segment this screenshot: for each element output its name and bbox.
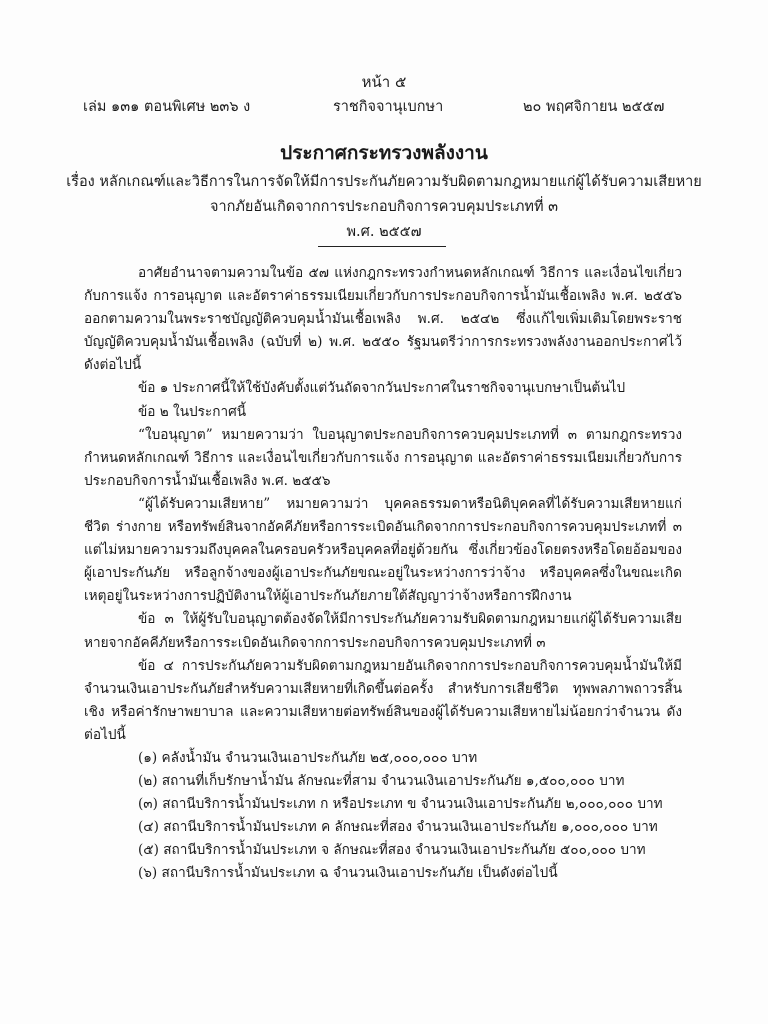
list-item: (๔) สถานีบริการน้ำมันประเภท ค ลักษณะที่สอง จำนวนเงินเอาประกันภัย ๑,๐๐๐,๐๐๐ บาท xyxy=(138,819,658,836)
definition-license: “ใบอนุญาต” หมายความว่า ใบอนุญาตประกอบกิจการควบคุมประเภทที่ ๓ ตามกฎกระทรวงกำหนดหลักเกณฑ์ วิธีการ และเงื่อนไขเกี่ยวกับการแจ้ง การอนุญาต และอัตราค่าธรรมเนียมเกี่ยวกับการประกอบกิจการน้ำมันเชื้อเพลิง พ.ศ. ๒๕๕๖ xyxy=(84,426,682,489)
definition-injured-party: “ผู้ได้รับความเสียหาย” หมายความว่า บุคคลธรรมดาหรือนิติบุคคลที่ได้รับความเสียหายแก่ชีวิต ร่างกาย หรือทรัพย์สินจากอัคคีภัยหรือการระเบิดอันเกิดจากการประกอบกิจการควบคุมประเภทที่ ๓ แต่ไม่หมายความรวมถึงบุคคลในครอบครัวหรือบุคคลที่อยู่ด้วยกัน ซึ่งเกี่ยวข้องโดยตรงหรือโดยอ้อมของผู้เอาประกันภัย หรือลูกจ้างของผู้เอาประกันภัยขณะอยู่ในระหว่างการว่าจ้าง หรือบุคคลซึ่งในขณะเกิดเหตุอยู่ในระหว่างการปฏิบัติงานให้ผู้เอาประกันภัยภายใต้สัญญาว่าจ้างหรือการฝึกงาน xyxy=(84,495,682,605)
document-title: ประกาศกระทรวงพลังงาน xyxy=(280,142,488,164)
document-body xyxy=(84,262,682,886)
preamble-paragraph: อาศัยอำนาจตามความในข้อ ๕๗ แห่งกฎกระทรวงกำหนดหลักเกณฑ์ วิธีการ และเงื่อนไขเกี่ยวกับการแจ้ง การอนุญาต และอัตราค่าธรรมเนียมเกี่ยวกับการประกอบกิจการน้ำมันเชื้อเพลิง พ.ศ. ๒๕๕๖ ออกตามความในพระราชบัญญัติควบคุมน้ำมันเชื้อเพลิง พ.ศ. ๒๕๔๒ ซึ่งแก้ไขเพิ่มเติมโดยพระราชบัญญัติควบคุมน้ำมันเชื้อเพลิง (ฉบับที่ ๒) พ.ศ. ๒๕๕๐ รัฐมนตรีว่าการกระทรวงพลังงานออกประกาศไว้ ดังต่อไปนี้ xyxy=(84,265,682,374)
clause-1: ข้อ ๑ ประกาศนี้ให้ใช้บังคับตั้งแต่วันถัดจากวันประกาศในราชกิจจานุเบกษาเป็นต้นไป xyxy=(138,380,626,397)
publication-date: ๒๐ พฤศจิกายน ๒๕๕๗ xyxy=(523,99,665,115)
document-subject: เรื่อง หลักเกณฑ์และวิธีการในการจัดให้มีการประกันภัยความรับผิดตามกฎหมายแก่ผู้ได้รับความเสียหาย จากภัยอันเกิดจากการประกอบกิจการควบคุมประเภทที่ ๓ xyxy=(66,174,702,215)
gazette-name: ราชกิจจานุเบกษา xyxy=(333,99,444,115)
list-item: (๑) คลังน้ำมัน จำนวนเงินเอาประกันภัย ๒๕,๐๐๐,๐๐๐ บาท xyxy=(138,749,478,766)
clause-3: ข้อ ๓ ให้ผู้รับใบอนุญาตต้องจัดให้มีการประกันภัยความรับผิดตามกฎหมายแก่ผู้ได้รับความเสียหายจากอัคคีภัยหรือการระเบิดอันเกิดจากการประกอบกิจการควบคุมประเภทที่ ๓ xyxy=(84,611,682,651)
list-item: (๒) สถานที่เก็บรักษาน้ำมัน ลักษณะที่สาม จำนวนเงินเอาประกันภัย ๑,๕๐๐,๐๐๐ บาท xyxy=(138,773,625,790)
page-number: หน้า ๕ xyxy=(361,73,407,91)
list-item: (๕) สถานีบริการน้ำมันประเภท จ ลักษณะที่สอง จำนวนเงินเอาประกันภัย ๕๐๐,๐๐๐ บาท xyxy=(138,842,646,859)
list-item: (๓) สถานีบริการน้ำมันประเภท ก หรือประเภท ข จำนวนเงินเอาประกันภัย ๒,๐๐๐,๐๐๐ บาท xyxy=(138,796,663,813)
document-year: พ.ศ. ๒๕๕๗ xyxy=(346,224,422,240)
list-item: (๖) สถานีบริการน้ำมันประเภท ฉ จำนวนเงินเอาประกันภัย เป็นดังต่อไปนี้ xyxy=(138,865,558,882)
clause-4: ข้อ ๔ การประกันภัยความรับผิดตามกฎหมายอันเกิดจากการประกอบกิจการควบคุมน้ำมันให้มีจำนวนเงินเอาประกันภัยสำหรับความเสียหายที่เกิดขึ้นต่อครั้ง สำหรับการเสียชีวิต ทุพพลภาพถาวรสิ้นเชิง หรือค่ารักษาพยาบาล และความเสียหายต่อทรัพย์สินของผู้ได้รับความเสียหายไม่น้อยกว่าจำนวน ดังต่อไปนี้ xyxy=(84,657,682,743)
volume-issue: เล่ม ๑๓๑ ตอนพิเศษ ๒๓๖ ง xyxy=(83,99,251,115)
title-divider xyxy=(318,246,446,247)
clause-2: ข้อ ๒ ในประกาศนี้ xyxy=(138,403,247,420)
